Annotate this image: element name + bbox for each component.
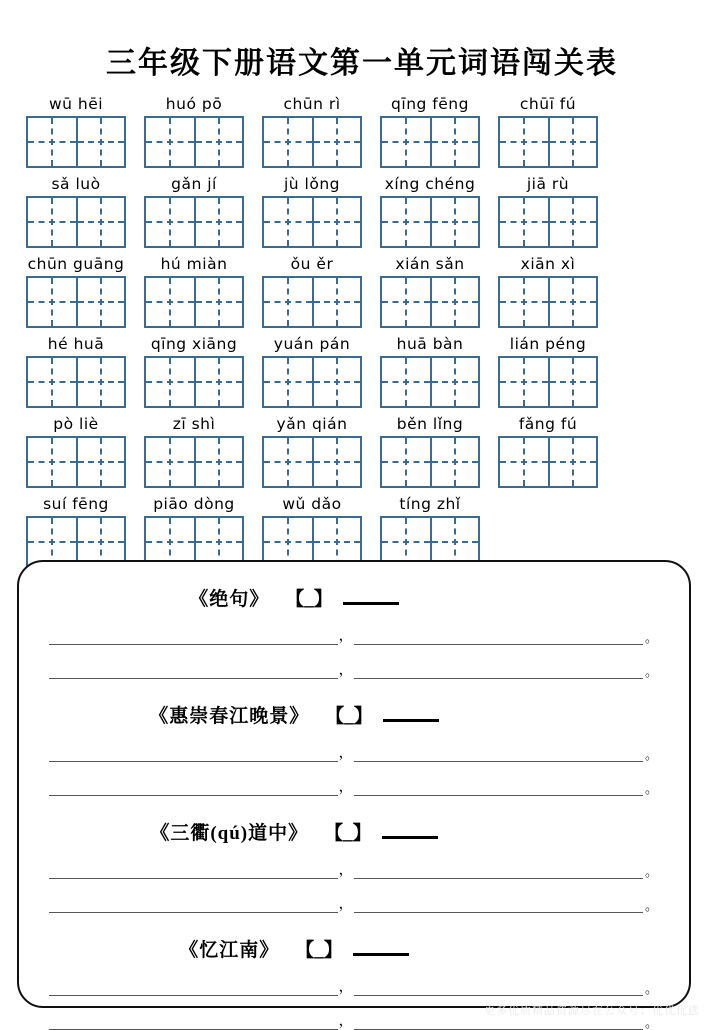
vocab-word-item [144,256,244,328]
character-cell[interactable] [76,198,124,246]
answer-blank[interactable] [354,625,643,645]
character-cell[interactable] [382,278,430,326]
pinyin-label: sǎ luò [51,175,101,194]
character-writing-grid[interactable] [262,116,362,168]
poem-dynasty-blank[interactable]: 【_】 [285,589,333,610]
period-mark: 。 [645,664,659,679]
poem-header [41,584,667,611]
answer-blank[interactable] [49,859,338,879]
character-writing-grid[interactable] [380,436,480,488]
character-cell[interactable] [146,198,194,246]
character-cell[interactable] [500,118,548,166]
character-cell[interactable] [28,438,76,486]
pinyin-label: xíng chéng [384,175,476,194]
pinyin-label: chūn guāng [27,255,125,274]
period-mark: 。 [645,747,659,762]
comma-mark: ， [338,1013,354,1029]
vocab-word-item [262,256,362,328]
pinyin-label: hú miàn [160,255,228,274]
poem-header [41,701,667,728]
vocab-word-item [380,96,480,168]
vocab-word-item [498,256,598,328]
comma-mark: ， [338,745,354,761]
answer-blank[interactable] [49,893,338,913]
answer-blank[interactable] [354,976,643,996]
character-cell[interactable] [194,358,242,406]
character-writing-grid[interactable] [262,196,362,248]
pinyin-label: gǎn jí [171,175,217,194]
vocab-row [0,496,724,568]
character-cell[interactable] [312,198,360,246]
character-cell[interactable] [264,438,312,486]
pinyin-label: jiā rù [526,175,570,194]
pinyin-label: qīng fēng [391,95,469,113]
vocab-word-item [144,96,244,168]
character-cell[interactable] [548,358,596,406]
poem-answer-line [49,893,659,913]
vocab-word-item [144,176,244,248]
comma-mark: ， [338,662,354,678]
poem-answer-line [49,976,659,996]
poem-answer-line [49,625,659,645]
answer-blank[interactable] [49,1010,338,1030]
character-writing-grid[interactable] [380,276,480,328]
vocab-word-item [26,336,126,408]
character-cell[interactable] [430,118,478,166]
character-cell[interactable] [312,118,360,166]
pinyin-label: xián sǎn [395,255,465,274]
character-cell[interactable] [146,358,194,406]
answer-blank[interactable] [354,659,643,679]
answer-blank[interactable] [49,976,338,996]
period-mark: 。 [645,781,659,796]
character-writing-grid[interactable] [144,196,244,248]
character-writing-grid[interactable] [26,196,126,248]
comma-mark: ， [338,628,354,644]
answer-blank[interactable] [49,659,338,679]
character-cell[interactable] [382,118,430,166]
poem-answer-lines [41,625,667,679]
character-cell[interactable] [382,198,430,246]
poem-author-blank[interactable] [353,938,409,956]
poem-dynasty-blank[interactable]: 【_】 [295,940,343,961]
period-mark: 。 [645,898,659,913]
vocab-word-item [380,416,480,488]
poem-title: 《惠崇春江晚景》 [149,706,310,727]
poem-answer-line [49,742,659,762]
answer-blank[interactable] [354,776,643,796]
vocab-word-item [498,176,598,248]
answer-blank[interactable] [49,625,338,645]
character-writing-grid[interactable] [498,436,598,488]
character-writing-grid[interactable] [498,276,598,328]
pinyin-label: pò liè [53,415,99,434]
poem-author-blank[interactable] [343,587,399,605]
poem-block [19,701,689,796]
pinyin-label: wǔ dǎo [282,495,342,514]
character-writing-grid[interactable] [380,116,480,168]
pinyin-label: hé huā [47,335,105,354]
page-title: 三年级下册语文第一单元词语闯关表 [106,47,618,80]
character-cell[interactable] [194,198,242,246]
pinyin-label: qīng xiāng [150,335,238,354]
answer-blank[interactable] [49,776,338,796]
character-cell[interactable] [500,358,548,406]
character-cell[interactable] [500,198,548,246]
poem-answer-lines [41,859,667,913]
character-writing-grid[interactable] [26,436,126,488]
answer-blank[interactable] [354,742,643,762]
character-cell[interactable] [146,118,194,166]
pinyin-label: xiān xì [520,255,576,274]
comma-mark: ， [338,779,354,795]
character-cell[interactable] [548,118,596,166]
poem-title: 《绝句》 [189,589,270,610]
vocab-word-item [262,176,362,248]
vocab-word-item [380,256,480,328]
poem-dynasty-blank[interactable]: 【_】 [325,706,373,727]
pinyin-label: chūn rì [283,95,341,113]
pinyin-label: běn lǐng [396,415,464,434]
character-cell[interactable] [194,118,242,166]
vocab-row [0,336,724,408]
poem-author-blank[interactable] [383,704,439,722]
character-writing-grid[interactable] [380,196,480,248]
pinyin-label: huā bàn [396,335,464,354]
vocab-word-item [262,416,362,488]
character-writing-grid[interactable] [26,116,126,168]
pinyin-label: chūī fú [519,95,577,113]
character-writing-grid[interactable] [498,356,598,408]
poem-answer-line [49,659,659,679]
character-cell[interactable] [548,438,596,486]
character-cell[interactable] [500,278,548,326]
vocab-word-item [498,336,598,408]
period-mark: 。 [645,1015,659,1030]
poem-header [41,935,667,962]
character-cell[interactable] [28,358,76,406]
character-cell[interactable] [28,198,76,246]
character-cell[interactable] [76,358,124,406]
poem-answer-line [49,776,659,796]
vocab-word-item [262,96,362,168]
character-cell[interactable] [430,198,478,246]
vocab-word-item [26,256,126,328]
character-cell[interactable] [264,198,312,246]
character-cell[interactable] [430,438,478,486]
character-cell[interactable] [264,118,312,166]
vocab-word-item [380,176,480,248]
vocab-row [0,96,724,168]
character-writing-grid[interactable] [262,356,362,408]
pinyin-label: lián péng [509,335,587,354]
poem-block [19,584,689,679]
vocab-word-item [380,496,480,568]
character-cell[interactable] [382,358,430,406]
pinyin-label: jù lǒng [283,175,340,194]
pinyin-label: yǎn qián [276,415,348,434]
pinyin-label: zī shì [172,415,216,434]
character-writing-grid[interactable] [144,356,244,408]
character-cell[interactable] [430,358,478,406]
character-cell[interactable] [430,278,478,326]
vocab-word-item [262,336,362,408]
poem-answer-line [49,859,659,879]
pinyin-label: wū hēi [48,95,104,113]
character-writing-grid[interactable] [26,356,126,408]
vocab-word-item [26,496,126,568]
vocab-row [0,416,724,488]
pinyin-label: yuán pán [273,335,351,354]
character-writing-grid[interactable] [144,276,244,328]
character-writing-grid[interactable] [262,436,362,488]
vocab-word-item [26,416,126,488]
vocab-word-item [498,416,598,488]
pinyin-label: fǎng fú [518,415,578,434]
watermark-text: 更多优质精品资源尽在公众号：优优优选 [484,1005,700,1017]
character-cell[interactable] [76,278,124,326]
vocab-row [0,176,724,248]
vocab-word-item [380,336,480,408]
period-mark: 。 [645,981,659,996]
character-writing-grid[interactable] [380,356,480,408]
character-cell[interactable] [312,278,360,326]
character-writing-grid[interactable] [498,196,598,248]
character-writing-grid[interactable] [498,116,598,168]
poem-block [19,818,689,913]
poem-answer-lines [41,742,667,796]
vocab-word-item [26,176,126,248]
vocab-row [0,256,724,328]
character-cell[interactable] [28,118,76,166]
period-mark: 。 [645,630,659,645]
character-cell[interactable] [76,118,124,166]
character-cell[interactable] [500,438,548,486]
comma-mark: ， [338,896,354,912]
character-writing-grid[interactable] [262,276,362,328]
character-writing-grid[interactable] [26,276,126,328]
character-cell[interactable] [548,278,596,326]
character-cell[interactable] [76,438,124,486]
pinyin-label: tíng zhǐ [399,495,461,514]
character-cell[interactable] [264,278,312,326]
vocab-word-item [144,336,244,408]
period-mark: 。 [645,864,659,879]
character-cell[interactable] [146,438,194,486]
vocab-word-item [144,496,244,568]
pinyin-label: suí fēng [43,495,109,514]
character-cell[interactable] [548,198,596,246]
answer-blank[interactable] [354,859,643,879]
vocabulary-grid-area [0,96,724,568]
pinyin-label: ǒu ěr [290,255,334,274]
character-writing-grid[interactable] [144,436,244,488]
poem-title: 《忆江南》 [179,940,280,961]
poem-author-blank[interactable] [382,821,438,839]
character-cell[interactable] [312,358,360,406]
pinyin-label: piāo dòng [153,495,235,514]
poem-header [41,818,667,845]
vocab-word-item [498,96,598,168]
character-cell[interactable] [146,278,194,326]
poem-dynasty-blank[interactable]: 【_】 [324,823,372,844]
vocab-word-item [144,416,244,488]
answer-blank[interactable] [354,893,643,913]
character-cell[interactable] [194,438,242,486]
vocab-word-item [262,496,362,568]
character-cell[interactable] [194,278,242,326]
comma-mark: ， [338,862,354,878]
character-cell[interactable] [28,278,76,326]
vocab-word-item [26,96,126,168]
character-cell[interactable] [382,438,430,486]
poem-title: 《三衢(qú)道中》 [150,823,309,844]
answer-blank[interactable] [49,742,338,762]
pinyin-label: huó pō [165,95,223,113]
character-cell[interactable] [312,438,360,486]
character-writing-grid[interactable] [144,116,244,168]
character-cell[interactable] [264,358,312,406]
comma-mark: ， [338,979,354,995]
